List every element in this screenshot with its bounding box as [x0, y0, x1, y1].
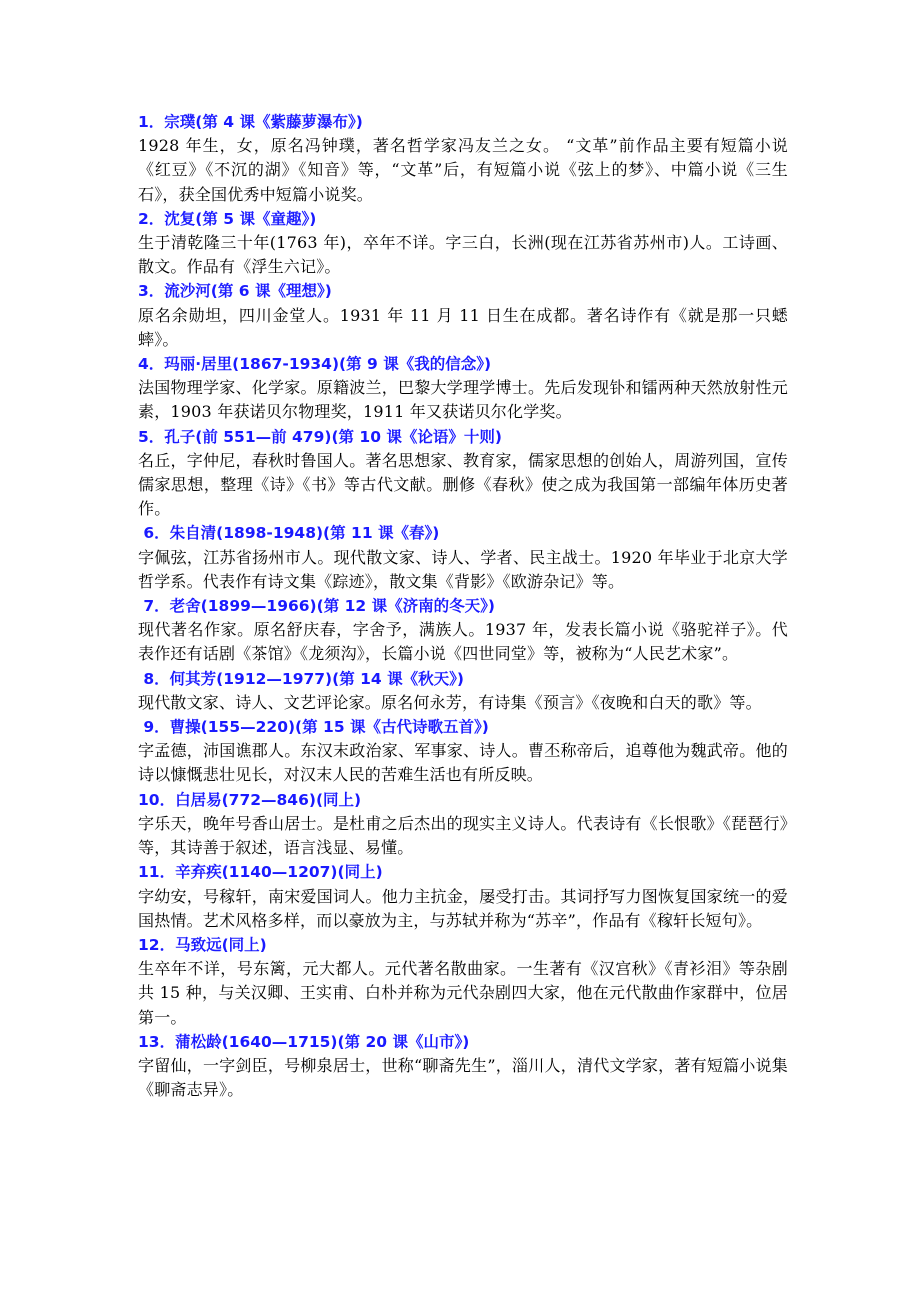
entry-body: 生于清乾隆三十年(1763 年)，卒年不详。字三白，长洲(现在江苏省苏州市)人。工诗画、散文。作品有《浮生六记》。 [138, 233, 788, 277]
entry-zongpu [138, 110, 788, 207]
entry-pu-songling [138, 1030, 788, 1103]
entry-confucius [138, 425, 788, 522]
document-page [138, 110, 788, 1102]
entry-shenfu [138, 207, 788, 280]
entry-body: 现代散文家、诗人、文艺评论家。原名何永芳，有诗集《预言》《夜晚和白天的歌》等。 [138, 692, 762, 712]
entry-body: 原名余勋坦，四川金堂人。1931 年 11 月 11 日生在成都。著名诗作有《就是那一只蟋蟀》。 [138, 305, 788, 349]
entry-body: 1928 年生，女，原名冯钟璞，著名哲学家冯友兰之女。 “文革”前作品主要有短篇小说《红豆》《不沉的湖》《知音》等，“文革”后，有短篇小说《弦上的梦》、中篇小说《三生石》，获全国优秀中短篇小说奖。 [138, 136, 788, 204]
entry-heading: 12．马致远(同上) [138, 935, 267, 954]
entry-liushahe [138, 279, 788, 352]
entry-heading: 1．宗璞(第 4 课《紫藤萝瀑布》) [138, 113, 363, 131]
entry-heading: 5．孔子(前 551—前 479)(第 10 课《论语》十则) [138, 427, 502, 446]
entry-body: 字幼安，号稼轩，南宋爱国词人。他力主抗金，屡受打击。其词抒写力图恢复国家统一的爱国热情。艺术风格多样，而以豪放为主，与苏轼并称为“苏辛”，作品有《稼轩长短句》。 [138, 886, 788, 930]
entry-body: 字乐天，晚年号香山居士。是杜甫之后杰出的现实主义诗人。代表诗有《长恨歌》《琵琶行》等，其诗善于叙述，语言浅显、易懂。 [138, 813, 788, 858]
entry-xin-qiji [138, 860, 788, 933]
entry-body: 法国物理学家、化学家。原籍波兰，巴黎大学理学博士。先后发现钋和镭两种天然放射性元素，1903 年获诺贝尔物理奖，1911 年又获诺贝尔化学奖。 [138, 378, 788, 422]
entry-marie-curie [138, 352, 788, 425]
entry-lao-she [138, 594, 788, 667]
entry-body: 名丘，字仲尼，春秋时鲁国人。著名思想家、教育家，儒家思想的创始人，周游列国，宣传儒家思想，整理《诗》《书》等古代文献。删修《春秋》使之成为我国第一部编年体历史著作。 [138, 450, 788, 519]
entry-body: 字孟德，沛国谯郡人。东汉末政治家、军事家、诗人。曹丕称帝后，追尊他为魏武帝。他的诗以慷慨悲壮见长，对汉末人民的苦难生活也有所反映。 [138, 741, 788, 785]
entry-body: 字佩弦，江苏省扬州市人。现代散文家、诗人、学者、民主战士。1920 年毕业于北京大学哲学系。代表作有诗文集《踪迹》，散文集《背影》《欧游杂记》等。 [138, 547, 788, 591]
entry-heading: 10．白居易(772—846)(同上) [138, 790, 362, 809]
entry-heading: 9．曹操(155—220)(第 15 课《古代诗歌五首》) [138, 718, 489, 737]
entry-body: 字留仙，一字剑臣，号柳泉居士，世称“聊斋先生”，淄川人，清代文学家，著有短篇小说集《聊斋志异》。 [138, 1055, 788, 1100]
entry-heading: 4．玛丽·居里(1867-1934)(第 9 课《我的信念》) [138, 355, 492, 374]
entry-heading: 8．何其芳(1912—1977)(第 14 课《秋天》) [138, 669, 464, 688]
entry-cao-cao [138, 715, 788, 788]
entry-heading: 3．流沙河(第 6 课《理想》) [138, 282, 332, 301]
entry-heading: 13．蒲松龄(1640—1715)(第 20 课《山市》) [138, 1032, 470, 1051]
entry-heading: 2．沈复(第 5 课《童趣》) [138, 209, 317, 228]
entry-he-qifang [138, 667, 788, 715]
entry-body: 生卒年不详，号东篱，元大都人。元代著名散曲家。一生著有《汉宫秋》《青衫泪》等杂剧共 15 种，与关汉卿、王实甫、白朴并称为元代杂剧四大家，他在元代散曲作家群中，位居第一。 [138, 959, 788, 1027]
entry-heading: 11．辛弃疾(1140—1207)(同上) [138, 863, 383, 882]
entry-body: 现代著名作家。原名舒庆春，字舍予，满族人。1937 年，发表长篇小说《骆驼祥子》。代表作还有话剧《茶馆》《龙须沟》，长篇小说《四世同堂》等，被称为“人民艺术家”。 [138, 620, 788, 664]
entry-zhu-ziqing [138, 521, 788, 594]
entry-heading: 6．朱自清(1898-1948)(第 11 课《春》) [138, 524, 440, 543]
entry-bai-juyi [138, 788, 788, 861]
entry-heading: 7．老舍(1899—1966)(第 12 课《济南的冬天》) [138, 597, 495, 616]
entry-ma-zhiyuan [138, 933, 788, 1030]
